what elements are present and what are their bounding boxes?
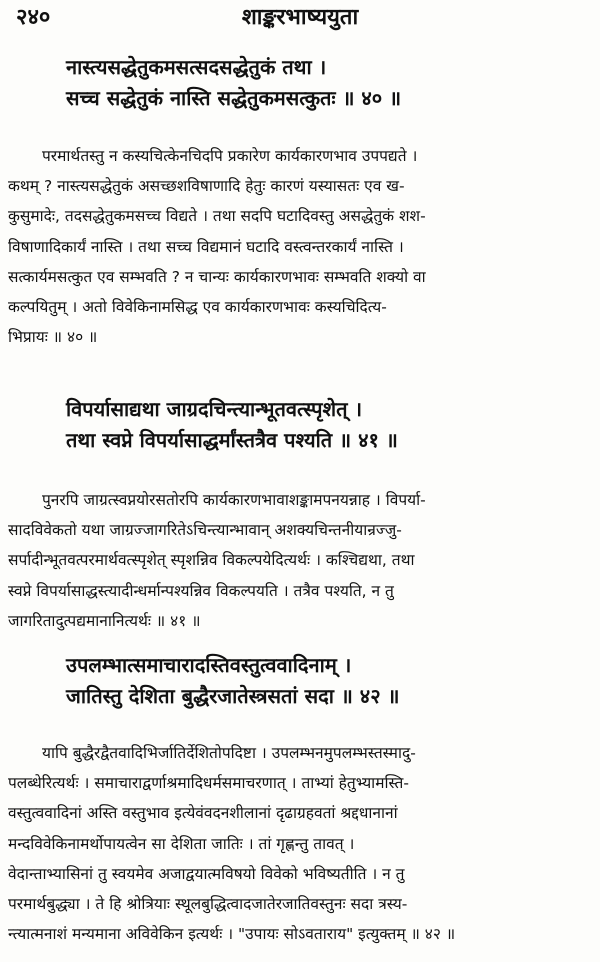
commentary-line: कथम् ? नास्त्यसद्धेतुकं असच्छशविषाणादि हेतुः कारणं यस्यासतः एव ख-	[8, 177, 405, 196]
commentary-line: सर्पादीन्भूतवत्परमार्थवत्स्पृशेत् स्पृशन्निव विकल्पयेदित्यर्थः । कश्चिद्यथा, तथा	[8, 551, 415, 570]
commentary-line: भिप्रायः ॥ ४० ॥	[8, 328, 98, 347]
commentary-line: कल्पयितुम् । अतो विवेकिनामसिद्ध एव कार्यकारणभावः कस्यचिदित्य-	[8, 297, 387, 316]
commentary-line: वस्तुत्ववादिनां अस्ति वस्तुभाव इत्येवंवदनशीलानां दृढाग्रहवतां श्रद्दधानानां	[8, 804, 398, 823]
verse-40	[66, 52, 586, 114]
commentary-line: विषाणादिकार्यं नास्ति । तथा सच्च विद्यमानं घटादि वस्त्वन्तरकार्यं नास्ति ।	[8, 237, 404, 256]
running-title: शाङ्करभाष्ययुता	[241, 5, 359, 30]
verse-line: उपलम्भात्समाचारादस्तिवस्तुत्ववादिनाम् ।	[66, 653, 352, 677]
commentary-line: सत्कार्यमसत्कुत एव सम्भवति ? न चान्यः कार्यकारणभावः सम्भवति शक्यो वा	[8, 267, 426, 286]
verse-line: विपर्यासाद्यथा जाग्रदचिन्त्यान्भूतवत्स्पृशेत् ।	[66, 397, 363, 421]
verse-line: सच्च सद्धेतुकं नास्ति सद्धेतुकमसत्कुतः ॥ ४० ॥	[66, 86, 402, 110]
commentary-line: परमार्थबुद्ध्या । ते हि श्रोत्रियाः स्थूलबुद्धित्वादजातेरजातिवस्तुनः सदा त्रस्य-	[8, 894, 408, 913]
commentary-line: वेदान्ताभ्यासिनां तु स्वयमेव अजाद्वयात्मविषयो विवेको भविष्यतीति । न तु	[8, 864, 405, 883]
commentary-line: परमार्थतस्तु न कस्यचित्केनचिदपि प्रकारेण कार्यकारणभाव उपपद्यते ।	[42, 147, 418, 165]
verse-line: जातिस्तु देशिता बुद्धैरजातेस्त्रसतां सदा ॥ ४२ ॥	[66, 684, 400, 708]
commentary-line: स्वप्ने विपर्यासाद्धस्त्यादीन्धर्मान्पश्यन्निव विकल्पयति । तत्रैव पश्यति, न तु	[8, 581, 394, 600]
commentary-42	[8, 738, 586, 949]
commentary-line: कुसुमादेः, तदसद्धेतुकमसच्च विद्यते । तथा सदपि घटादिवस्तु असद्धेतुकं शश-	[8, 207, 426, 226]
commentary-line: सादविवेकतो यथा जाग्रज्जागरितेऽचिन्त्यान्भावान् अशक्यचिन्तनीयान्रज्जु-	[8, 521, 402, 540]
commentary-40	[8, 141, 586, 352]
verse-line: तथा स्वप्ने विपर्यासाद्धर्मांस्तत्रैव पश्यति ॥ ४१ ॥	[66, 428, 398, 452]
commentary-line: न्त्यात्मनाशं मन्यमाना अविवेकिन इत्यर्थः । "उपायः सोऽवताराय" इत्युक्तम् ॥ ४२ ॥	[8, 925, 456, 944]
verse-42	[66, 650, 586, 712]
commentary-41	[8, 485, 586, 636]
commentary-line: पलब्धेरित्यर्थः । समाचाराद्वर्णाश्रमादिधर्मसमाचरणात् । ताभ्यां हेतुभ्यामस्ति-	[8, 774, 409, 793]
commentary-line: यापि बुद्धैरद्वैतवादिभिर्जातिर्देशितोपदिष्टा । उपलम्भनमुपलम्भस्तस्मादु-	[42, 744, 416, 762]
verse-41	[66, 394, 586, 456]
commentary-line: पुनरपि जाग्रत्स्वप्नयोरसतोरपि कार्यकारणभावाशङ्कामपनयन्नाह । विपर्या-	[42, 491, 426, 509]
commentary-line: मन्दविवेकिनामर्थोपायत्वेन सा देशिता जातिः । तां गृह्णन्तु तावत् ।	[8, 834, 355, 853]
verse-line: नास्त्यसद्धेतुकमसत्सदसद्धेतुकं तथा ।	[66, 55, 327, 79]
commentary-line: जागरितादुत्पद्यमानानित्यर्थः ॥ ४१ ॥	[8, 611, 201, 630]
page-header	[16, 4, 584, 34]
page-number: २४०	[16, 5, 51, 30]
